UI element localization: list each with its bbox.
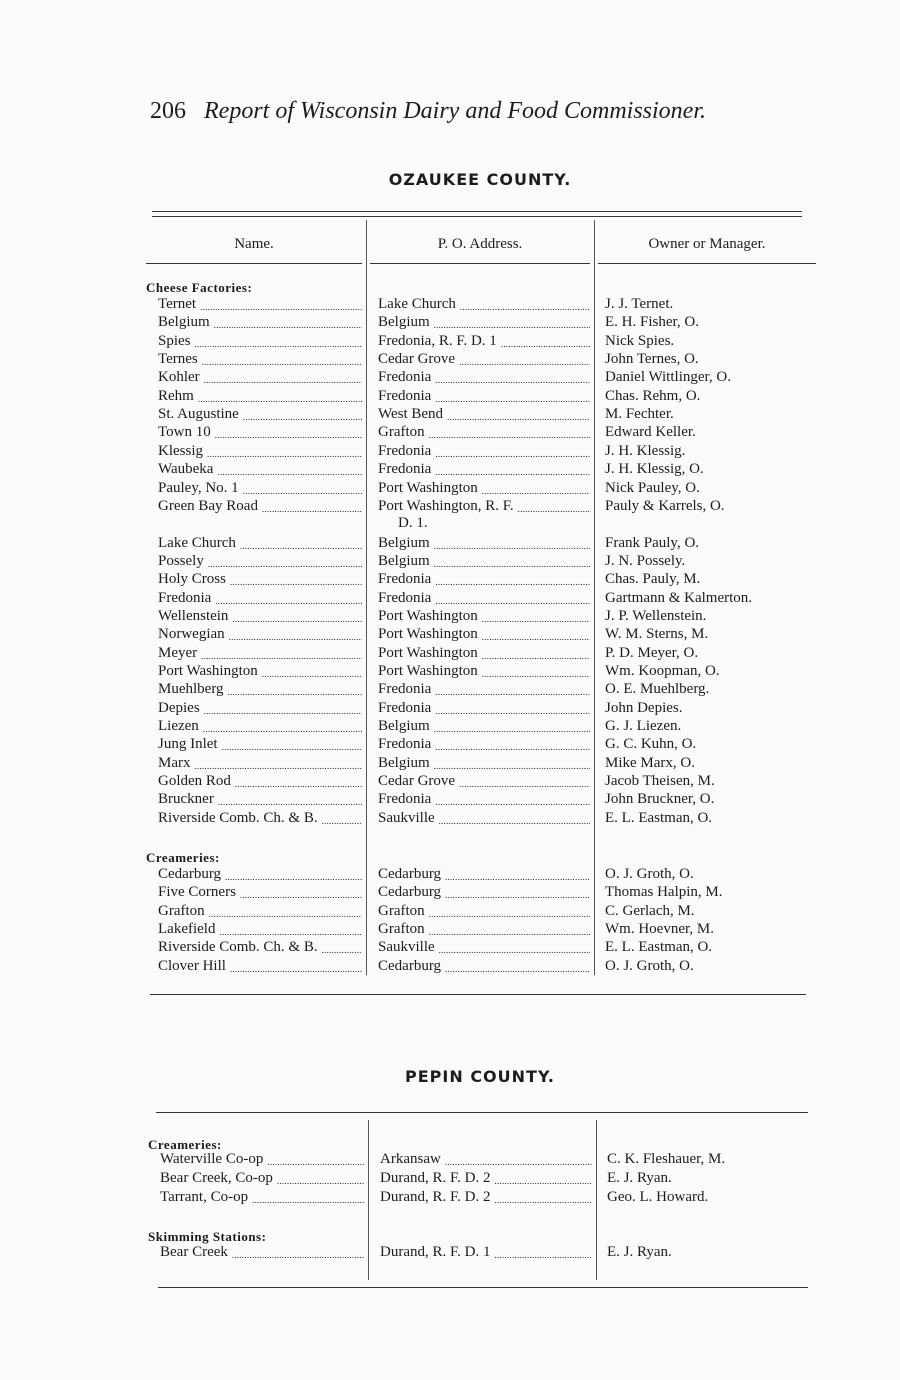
header-underline-1: [146, 263, 362, 264]
entry-address: [378, 590, 590, 607]
cheese-factories-label: Cheese Factories:: [146, 280, 253, 295]
entry-name-text: Waubeka: [158, 461, 214, 478]
entry-name: [158, 443, 362, 460]
entry-address-text: Belgium: [378, 314, 430, 331]
entry-owner-text: Wm. Koopman, O.: [605, 663, 720, 679]
table-row: [0, 461, 900, 479]
table-row: [0, 884, 900, 902]
entry-owner-text: Gartmann & Kalmerton.: [605, 589, 753, 606]
table-row: [0, 903, 900, 921]
entry-name: [158, 553, 362, 570]
table-row: [0, 1244, 900, 1262]
entry-owner: [605, 406, 815, 423]
entry-address-text: Arkansaw: [380, 1151, 441, 1167]
header-address: P. O. Address.: [437, 236, 523, 252]
entry-name-text: Possely: [158, 552, 204, 569]
entry-owner: [605, 884, 815, 901]
entry-name: [158, 645, 362, 662]
header-owner: Owner or Manager.: [648, 236, 766, 252]
entry-name: [158, 296, 362, 313]
entry-owner: [607, 1244, 817, 1261]
entry-address-text: Fredonia: [378, 387, 432, 404]
entry-address: [378, 296, 590, 313]
entry-owner-text: O. J. Groth, O.: [605, 866, 694, 882]
entry-owner-text: G. C. Kuhn, O.: [605, 736, 697, 753]
entry-name-text: Wellenstein: [158, 607, 229, 624]
entry-owner: [605, 608, 815, 625]
ozaukee-creameries-label: Creameries:: [146, 850, 220, 865]
entry-owner-text: W. M. Sterns, M.: [605, 626, 709, 643]
ozaukee-bottom-rule: [150, 994, 806, 995]
table-row: [0, 663, 900, 681]
entry-name-text: Klessig: [158, 442, 203, 459]
entry-address-text: Grafton: [378, 424, 425, 441]
table-row: [0, 590, 900, 608]
table-row: [0, 626, 900, 644]
entry-address-text: Grafton: [378, 920, 425, 937]
table-row: [0, 388, 900, 406]
entry-address: [378, 498, 590, 515]
entry-address-text: Cedar Grove: [378, 351, 456, 368]
entry-address-text: Fredonia: [378, 736, 432, 753]
entry-address-text: Lake Church: [378, 296, 456, 312]
table-row: [0, 369, 900, 387]
entry-address-text: Grafton: [378, 902, 425, 919]
entry-owner-text: Mike Marx, O.: [605, 754, 695, 771]
entry-name: [158, 884, 362, 901]
entry-name: [158, 700, 362, 717]
entry-owner: [605, 718, 815, 735]
entry-name-text: Clover Hill: [158, 957, 226, 974]
entry-address-text: Belgium: [378, 754, 430, 771]
table-row: [0, 480, 900, 498]
entry-name-text: Riverside Comb. Ch. & B.: [158, 809, 318, 826]
table-row: [0, 406, 900, 424]
entry-address: [378, 663, 590, 680]
entry-owner-text: John Ternes, O.: [605, 351, 699, 368]
pepin-top-rule: [156, 1112, 808, 1113]
entry-name: [158, 461, 362, 478]
entry-owner: [605, 498, 815, 515]
entry-address: [378, 461, 590, 478]
table-row: [0, 1189, 900, 1207]
pepin-creameries-label: Creameries:: [148, 1137, 222, 1152]
entry-name: [158, 663, 362, 680]
entry-name-text: Bruckner: [158, 791, 214, 808]
entry-address-text: Saukville: [378, 939, 435, 956]
entry-owner: [605, 443, 815, 460]
entry-owner: [605, 351, 815, 368]
entry-name-text: Lakefield: [158, 920, 216, 937]
entry-owner: [605, 388, 815, 405]
entry-address-text: Belgium: [378, 718, 430, 735]
entry-owner-text: J. J. Ternet.: [605, 296, 674, 312]
pepin-county-title: PEPIN COUNTY.: [405, 1067, 555, 1086]
page-number: 206: [150, 98, 186, 124]
entry-owner-text: G. J. Liezen.: [605, 718, 682, 735]
entry-name: [158, 791, 362, 808]
green-bay-address-continuation: D. 1.: [398, 515, 428, 531]
entry-name: [158, 369, 362, 386]
entry-owner: [607, 1151, 817, 1168]
table-row: [0, 333, 900, 351]
table-row: [0, 424, 900, 442]
entry-owner: [605, 755, 815, 772]
entry-name: [160, 1244, 364, 1261]
entry-owner-text: Nick Pauley, O.: [605, 479, 700, 496]
entry-name: [158, 571, 362, 588]
entry-name: [158, 608, 362, 625]
entry-owner-text: Jacob Theisen, M.: [605, 773, 715, 790]
entry-owner: [605, 791, 815, 808]
ozaukee-top-rule-2: [152, 216, 802, 217]
entry-address: [378, 406, 590, 423]
table-row: [0, 791, 900, 809]
entry-name-text: Muehlberg: [158, 681, 224, 698]
entry-address: [378, 958, 590, 975]
entry-owner: [607, 1189, 817, 1206]
entry-owner: [605, 480, 815, 497]
entry-name-text: Port Washington: [158, 663, 258, 679]
entry-owner: [607, 1170, 817, 1187]
entry-address: [378, 903, 590, 920]
entry-owner-text: Daniel Wittlinger, O.: [605, 369, 731, 386]
entry-owner: [605, 921, 815, 938]
entry-address-text: Durand, R. F. D. 2: [380, 1170, 491, 1186]
entry-address: [378, 810, 590, 827]
entry-name: [158, 626, 362, 643]
entry-address-text: Port Washington: [378, 607, 478, 624]
entry-owner-text: Pauly & Karrels, O.: [605, 497, 725, 514]
table-row: [0, 921, 900, 939]
entry-owner: [605, 663, 815, 680]
table-row: [0, 1151, 900, 1169]
entry-name: [158, 424, 362, 441]
entry-owner-text: Wm. Hoevner, M.: [605, 920, 714, 937]
entry-owner: [605, 590, 815, 607]
entry-name-text: Bear Creek: [160, 1244, 228, 1260]
entry-owner: [605, 903, 815, 920]
entry-owner: [605, 314, 815, 331]
entry-owner: [605, 700, 815, 717]
entry-address: [378, 314, 590, 331]
entry-name: [160, 1151, 364, 1168]
entry-name-text: Meyer: [158, 644, 198, 661]
entry-owner-text: C. Gerlach, M.: [605, 902, 695, 919]
pepin-bottom-rule: [158, 1287, 808, 1288]
table-row: [0, 1170, 900, 1188]
entry-address: [378, 866, 590, 883]
entry-name: [158, 590, 362, 607]
entry-address-text: Durand, R. F. D. 2: [380, 1189, 491, 1205]
entry-owner: [605, 773, 815, 790]
header-underline-2: [370, 263, 590, 264]
entry-name: [158, 718, 362, 735]
entry-address: [378, 351, 590, 368]
entry-owner: [605, 553, 815, 570]
entry-address-text: Fredonia: [378, 369, 432, 386]
skimming-stations-label: Skimming Stations:: [148, 1229, 267, 1244]
entry-address-text: Port Washington: [378, 626, 478, 643]
entry-owner-text: Nick Spies.: [605, 332, 675, 349]
entry-name: [158, 681, 362, 698]
entry-owner-text: Frank Pauly, O.: [605, 534, 700, 551]
entry-owner-text: O. E. Muehlberg.: [605, 681, 710, 698]
entry-owner-text: Chas. Rehm, O.: [605, 387, 701, 404]
table-row: [0, 608, 900, 626]
entry-address: [378, 681, 590, 698]
table-row: [0, 645, 900, 663]
entry-name-text: Jung Inlet: [158, 736, 218, 753]
entry-owner-text: Thomas Halpin, M.: [605, 884, 723, 901]
entry-address-text: West Bend: [378, 406, 444, 423]
entry-owner: [605, 939, 815, 956]
entry-address-text: Fredonia: [378, 442, 432, 459]
entry-address: [378, 369, 590, 386]
entry-address: [378, 921, 590, 938]
entry-owner-text: E. J. Ryan.: [607, 1244, 672, 1260]
entry-address-text: Belgium: [378, 534, 430, 551]
entry-address-text: Port Washington: [378, 644, 478, 661]
entry-owner: [605, 571, 815, 588]
entry-name-text: St. Augustine: [158, 406, 239, 423]
entry-owner-text: E. L. Eastman, O.: [605, 809, 713, 826]
entry-address: [378, 480, 590, 497]
entry-address-text: Belgium: [378, 552, 430, 569]
entry-address: [378, 608, 590, 625]
entry-owner-text: J. H. Klessig, O.: [605, 461, 704, 478]
entry-name-text: Town 10: [158, 424, 211, 441]
entry-name-text: Lake Church: [158, 534, 236, 551]
table-row: [0, 296, 900, 314]
entry-name-text: Depies: [158, 699, 200, 716]
entry-owner-text: E. H. Fisher, O.: [605, 314, 699, 331]
entry-owner-text: M. Fechter.: [605, 406, 674, 423]
entry-address: [380, 1170, 592, 1187]
entry-address-text: Cedar Grove: [378, 773, 456, 790]
entry-owner-text: C. K. Fleshauer, M.: [607, 1151, 726, 1167]
entry-name: [158, 810, 362, 827]
entry-owner: [605, 681, 815, 698]
entry-address: [378, 388, 590, 405]
entry-name-text: Liezen: [158, 718, 199, 735]
ozaukee-county-title: OZAUKEE COUNTY.: [388, 170, 572, 189]
entry-owner: [605, 296, 815, 313]
entry-owner: [605, 333, 815, 350]
entry-address: [378, 718, 590, 735]
entry-address-text: Fredonia: [378, 571, 432, 588]
entry-owner-text: E. L. Eastman, O.: [605, 939, 713, 956]
entry-name: [158, 535, 362, 552]
entry-owner-text: Geo. L. Howard.: [607, 1189, 709, 1205]
entry-address: [378, 626, 590, 643]
entry-address-text: Fredonia: [378, 699, 432, 716]
entry-address-text: Cedarburg: [378, 957, 442, 974]
entry-address-text: Cedarburg: [378, 866, 442, 882]
entry-address: [378, 755, 590, 772]
entry-name-text: Ternes: [158, 351, 198, 368]
entry-owner: [605, 424, 815, 441]
entry-name-text: Rehm: [158, 387, 194, 404]
entry-name: [158, 866, 362, 883]
entry-address: [380, 1151, 592, 1168]
table-row: [0, 958, 900, 976]
table-row: [0, 810, 900, 828]
entry-address-text: Port Washington: [378, 663, 478, 679]
entry-owner: [605, 645, 815, 662]
entry-name-text: Kohler: [158, 369, 200, 386]
entry-address-text: Port Washington, R. F.: [378, 497, 514, 514]
entry-owner: [605, 866, 815, 883]
entry-name-text: Waterville Co-op: [160, 1151, 264, 1167]
entry-name-text: Cedarburg: [158, 866, 222, 882]
entry-owner: [605, 736, 815, 753]
entry-name-text: Belgium: [158, 314, 210, 331]
entry-name: [158, 480, 362, 497]
entry-name-text: Five Corners: [158, 884, 236, 901]
entry-name-text: Holy Cross: [158, 571, 226, 588]
table-row: [0, 314, 900, 332]
table-row: [0, 773, 900, 791]
entry-address-text: Fredonia: [378, 681, 432, 698]
entry-name-text: Green Bay Road: [158, 497, 258, 514]
entry-name: [158, 498, 362, 515]
entry-address-text: Port Washington: [378, 479, 478, 496]
entry-owner-text: Edward Keller.: [605, 424, 696, 441]
entry-owner: [605, 535, 815, 552]
header-name: Name.: [234, 236, 274, 252]
entry-name: [158, 333, 362, 350]
entry-name-text: Marx: [158, 754, 191, 771]
entry-address: [378, 791, 590, 808]
entry-owner-text: J. N. Possely.: [605, 552, 686, 569]
entry-name: [158, 351, 362, 368]
entry-address: [378, 553, 590, 570]
entry-name: [158, 903, 362, 920]
entry-name: [158, 736, 362, 753]
table-row: [0, 718, 900, 736]
table-row: [0, 351, 900, 369]
entry-name-text: Grafton: [158, 902, 205, 919]
entry-name: [158, 939, 362, 956]
entry-address: [378, 571, 590, 588]
entry-address-text: Saukville: [378, 809, 435, 826]
entry-address: [378, 736, 590, 753]
entry-address-text: Fredonia: [378, 791, 432, 808]
entry-name: [158, 921, 362, 938]
table-row: [0, 755, 900, 773]
table-row: [0, 681, 900, 699]
entry-owner: [605, 461, 815, 478]
table-row: [0, 535, 900, 553]
table-row: [0, 553, 900, 571]
entry-owner-text: E. J. Ryan.: [607, 1170, 672, 1186]
entry-name-text: Spies: [158, 332, 191, 349]
entry-address: [380, 1244, 592, 1261]
entry-address-text: Fredonia: [378, 589, 432, 606]
table-row: [0, 498, 900, 516]
entry-name-text: Ternet: [158, 296, 197, 312]
entry-address: [378, 645, 590, 662]
table-row: [0, 700, 900, 718]
entry-name-text: Pauley, No. 1: [158, 479, 239, 496]
entry-address-text: Cedarburg: [378, 884, 442, 901]
entry-owner-text: O. J. Groth, O.: [605, 957, 694, 974]
entry-owner: [605, 958, 815, 975]
running-head: [150, 98, 790, 125]
entry-owner: [605, 369, 815, 386]
entry-name-text: Tarrant, Co-op: [160, 1189, 249, 1205]
entry-name-text: Golden Rod: [158, 773, 231, 790]
table-row: [0, 866, 900, 884]
table-row: [0, 736, 900, 754]
entry-name-text: Fredonia: [158, 589, 212, 606]
entry-owner: [605, 810, 815, 827]
entry-address: [378, 884, 590, 901]
entry-owner-text: P. D. Meyer, O.: [605, 644, 699, 661]
table-row: [0, 939, 900, 957]
entry-address: [378, 443, 590, 460]
entry-name: [158, 755, 362, 772]
report-title: Report of Wisconsin Dairy and Food Commissioner.: [204, 98, 706, 124]
entry-address-text: Durand, R. F. D. 1: [380, 1244, 491, 1260]
entry-name: [158, 958, 362, 975]
entry-address: [380, 1189, 592, 1206]
entry-address: [378, 424, 590, 441]
entry-address: [378, 333, 590, 350]
entry-address: [378, 939, 590, 956]
entry-name: [158, 406, 362, 423]
entry-address: [378, 773, 590, 790]
entry-name-text: Norwegian: [158, 626, 225, 643]
entry-name: [160, 1189, 364, 1206]
table-row: [0, 571, 900, 589]
entry-address-text: Fredonia: [378, 461, 432, 478]
entry-address-text: Fredonia, R. F. D. 1: [378, 332, 497, 349]
entry-name: [160, 1170, 364, 1187]
header-underline-3: [598, 263, 816, 264]
entry-name-text: Riverside Comb. Ch. & B.: [158, 939, 318, 956]
entry-name: [158, 388, 362, 405]
entry-name: [158, 314, 362, 331]
entry-name-text: Bear Creek, Co-op: [160, 1170, 273, 1186]
entry-name: [158, 773, 362, 790]
entry-owner-text: J. H. Klessig.: [605, 442, 686, 459]
table-row: [0, 443, 900, 461]
entry-owner: [605, 626, 815, 643]
entry-address: [378, 700, 590, 717]
entry-owner-text: J. P. Wellenstein.: [605, 607, 707, 624]
entry-address: [378, 535, 590, 552]
entry-owner-text: John Bruckner, O.: [605, 791, 715, 808]
ozaukee-top-rule-1: [152, 211, 802, 212]
entry-owner-text: Chas. Pauly, M.: [605, 571, 701, 588]
entry-owner-text: John Depies.: [605, 699, 683, 716]
